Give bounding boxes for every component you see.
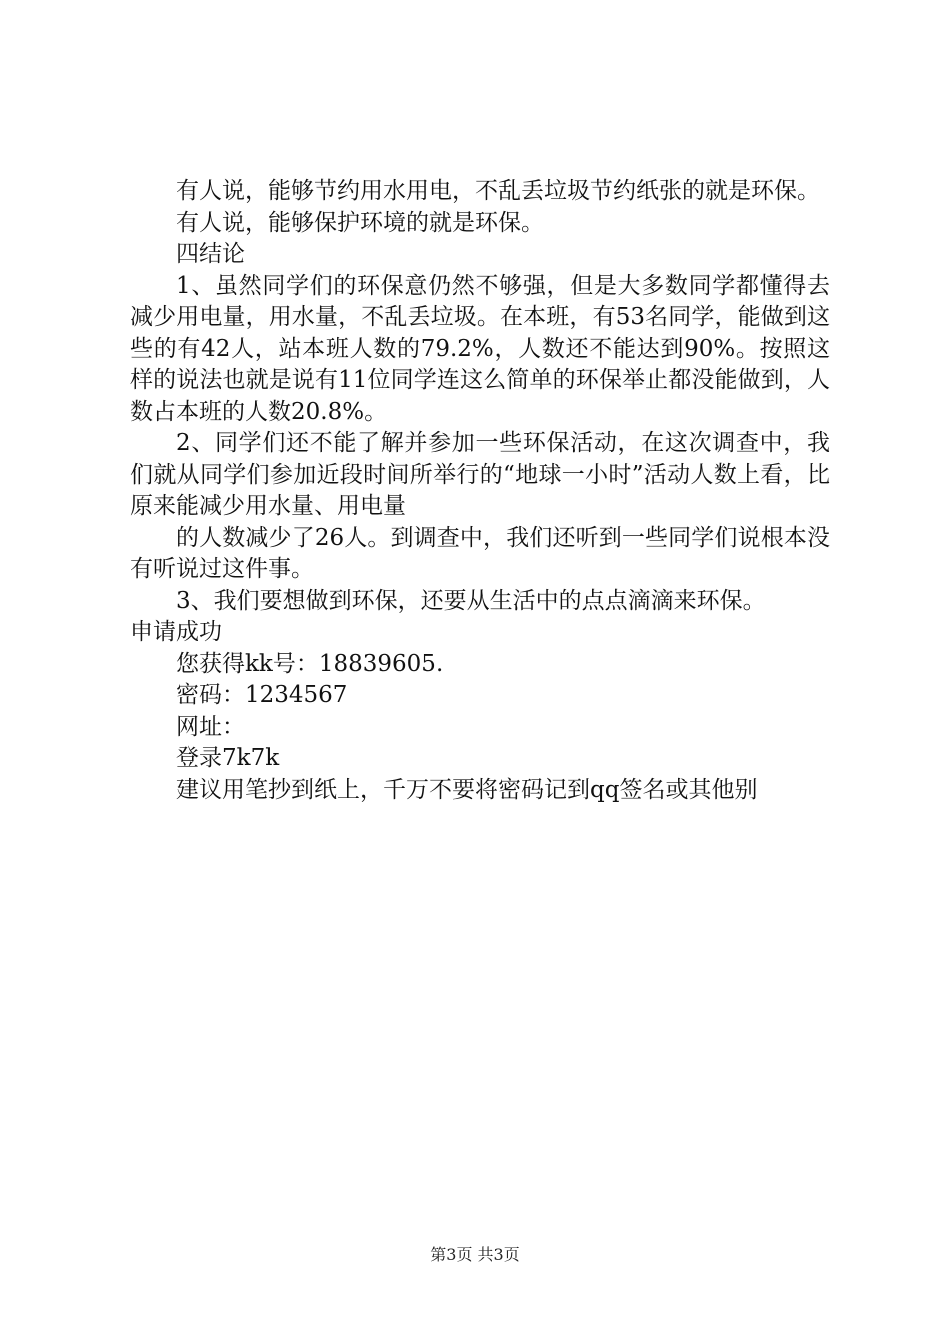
section-heading-conclusion: 四结论 xyxy=(176,241,245,267)
page-number-footer: 第3页 共3页 xyxy=(430,1245,520,1264)
paragraph-conclusion-3: 3、我们要想做到环保，还要从生活中的点点滴滴来环保。 xyxy=(176,587,766,614)
paragraph-conclusion-1: 1、虽然同学们的环保意仍然不够强，但是大多数同学都懂得去减少用电量，用水量，不乱丢垃圾。在本班，有53名同学，能做到这些的有42人，站本班人数的79.2%，人数还不能达到90%。按照这样的说法也就是说有11位同学连这么简单的环保举止都没能做到，人数占本班的人数20.8%。 xyxy=(130,272,830,425)
paragraph-definition-1: 有人说，能够节约用水用电，不乱丢垃圾节约纸张的就是环保。 xyxy=(176,178,820,204)
paragraph-login: 登录7k7k xyxy=(176,745,280,771)
paragraph-url: 网址： xyxy=(176,713,245,740)
paragraph-conclusion-2-cont: 的人数减少了26人。到调查中，我们还听到一些同学们说根本没有听说过这件事。 xyxy=(130,524,830,582)
paragraph-conclusion-2: 2、同学们还不能了解并参加一些环保活动，在这次调查中，我们就从同学们参加近段时间所举行的“地球一小时”活动人数上看，比原来能减少用水量、用电量 xyxy=(130,430,830,519)
paragraph-kk-number: 您获得kk号：18839605. xyxy=(176,650,444,677)
paragraph-apply-success: 申请成功 xyxy=(130,619,222,645)
document-body xyxy=(130,176,830,806)
paragraph-definition-2: 有人说，能够保护环境的就是环保。 xyxy=(176,209,544,236)
paragraph-advice: 建议用笔抄到纸上，千万不要将密码记到qq签名或其他别 xyxy=(176,776,758,803)
paragraph-password: 密码：1234567 xyxy=(176,682,348,708)
